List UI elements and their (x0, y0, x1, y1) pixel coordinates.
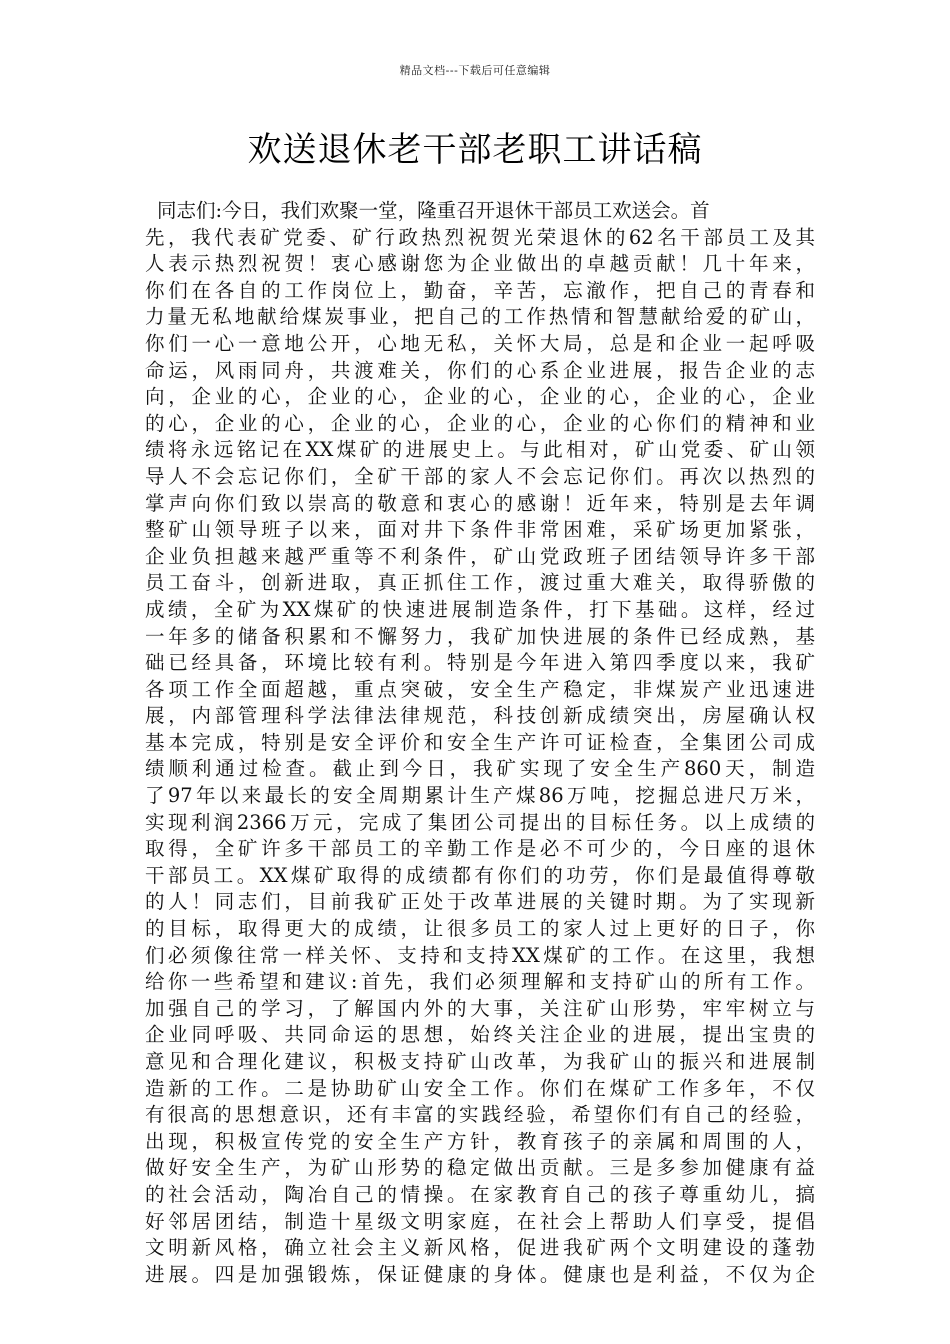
body-line: 绩将永远铭记在XX煤矿的进展史上。与此相对，矿山党委、矿山领 (145, 438, 815, 462)
body-line: 力量无私地献给煤炭事业，把自己的工作热情和智慧献给爱的矿山， (145, 305, 815, 329)
body-line: 向，企业的心，企业的心，企业的心，企业的心，企业的心，企业 (145, 385, 815, 409)
body-line: 的人！同志们，目前我矿正处于改革进展的关键时期。为了实现新 (145, 890, 815, 914)
body-line: 干部员工。XX煤矿取得的成绩都有你们的功劳，你们是最值得尊敬 (145, 863, 815, 887)
body-line: 们必须像往常一样关怀、支持和支持XX煤矿的工作。在这里，我想 (145, 943, 815, 967)
body-line: 出现，积极宣传党的安全生产方针，教育孩子的亲属和周围的人， (145, 1129, 815, 1153)
body-line: 人表示热烈祝贺！衷心感谢您为企业做出的卓越贡献！几十年来， (145, 252, 815, 276)
body-line: 整矿山领导班子以来，面对井下条件非常困难，采矿场更加紧张， (145, 518, 815, 542)
body-line: 础已经具备，环境比较有利。特别是今年进入第四季度以来，我矿 (145, 651, 815, 675)
body-line: 的社会活动，陶冶自己的情操。在家教育自己的孩子尊重幼儿，搞 (145, 1182, 815, 1206)
body-line: 造新的工作。二是协助矿山安全工作。你们在煤矿工作多年，不仅 (145, 1076, 815, 1100)
body-line: 给你一些希望和建议:首先，我们必须理解和支持矿山的所有工作。 (145, 970, 815, 994)
body-line: 你们在各自的工作岗位上，勤奋，辛苦，忘澈作，把自己的青春和 (145, 278, 815, 302)
body-line: 展，内部管理科学法律法律规范，科技创新成绩突出，房屋确认权 (145, 704, 815, 728)
document-body (145, 198, 815, 1288)
body-line: 掌声向你们致以崇高的敬意和衷心的感谢！近年来，特别是去年调 (145, 491, 815, 515)
body-line: 的心，企业的心，企业的心，企业的心，企业的心你们的精神和业 (145, 411, 815, 435)
header-note: 精品文档---下载后可任意编辑 (399, 64, 551, 77)
body-line: 的目标，取得更大的成绩，让很多员工的家人过上更好的日子，你 (145, 917, 815, 941)
body-line: 各项工作全面超越，重点突破，安全生产稳定，非煤炭产业迅速进 (145, 677, 815, 701)
document-title: 欢送退休老干部老职工讲话稿 (247, 130, 703, 170)
body-line: 员工奋斗，创新进取，真正抓住工作，渡过重大难关，取得骄傲的 (145, 571, 815, 595)
body-line: 命运，风雨同舟，共渡难关，你们的心系企业进展，报告企业的志 (145, 358, 815, 382)
body-line: 绩顺利通过检查。截止到今日，我矿实现了安全生产860天，制造 (145, 757, 815, 781)
body-line: 成绩，全矿为XX煤矿的快速进展制造条件，打下基础。这样，经过 (145, 597, 815, 621)
body-line: 了97年以来最长的安全周期累计生产煤86万吨，挖掘总进尺万米， (145, 784, 815, 808)
body-line: 做好安全生产，为矿山形势的稳定做出贡献。三是多参加健康有益 (145, 1156, 815, 1180)
body-line: 进展。四是加强锻炼，保证健康的身体。健康也是利益，不仅为企 (145, 1262, 815, 1286)
body-line: 取得，全矿许多干部员工的辛勤工作是必不可少的，今日座的退休 (145, 837, 815, 861)
body-line: 你们一心一意地公开，心地无私，关怀大局，总是和企业一起呼吸 (145, 331, 815, 355)
body-line: 实现利润2366万元，完成了集团公司提出的目标任务。以上成绩的 (145, 810, 815, 834)
body-line: 先，我代表矿党委、矿行政热烈祝贺光荣退休的62名干部员工及其 (145, 225, 815, 249)
body-line: 好邻居团结，制造十星级文明家庭，在社会上帮助人们享受，提倡 (145, 1209, 815, 1233)
body-line: 企业同呼吸、共同命运的思想，始终关注企业的进展，提出宝贵的 (145, 1023, 815, 1047)
body-line: 基本完成，特别是安全评价和安全生产许可证检查，全集团公司成 (145, 730, 815, 754)
body-line: 加强自己的学习，了解国内外的大事，关注矿山形势，牢牢树立与 (145, 996, 815, 1020)
body-line: 企业负担越来越严重等不利条件，矿山党政班子团结领导许多干部 (145, 544, 815, 568)
body-line: 同志们:今日，我们欢聚一堂，隆重召开退休干部员工欢送会。首 (157, 199, 710, 222)
body-line: 一年多的储备积累和不懈努力，我矿加快进展的条件已经成熟，基 (145, 624, 815, 648)
body-line: 文明新风格，确立社会主义新风格，促进我矿两个文明建设的蓬勃 (145, 1236, 815, 1260)
body-line: 导人不会忘记你们，全矿干部的家人不会忘记你们。再次以热烈的 (145, 464, 815, 488)
body-line: 意见和合理化建议，积极支持矿山改革，为我矿山的振兴和进展制 (145, 1050, 815, 1073)
body-line: 有很高的思想意识，还有丰富的实践经验，希望你们有自己的经验， (145, 1103, 815, 1127)
